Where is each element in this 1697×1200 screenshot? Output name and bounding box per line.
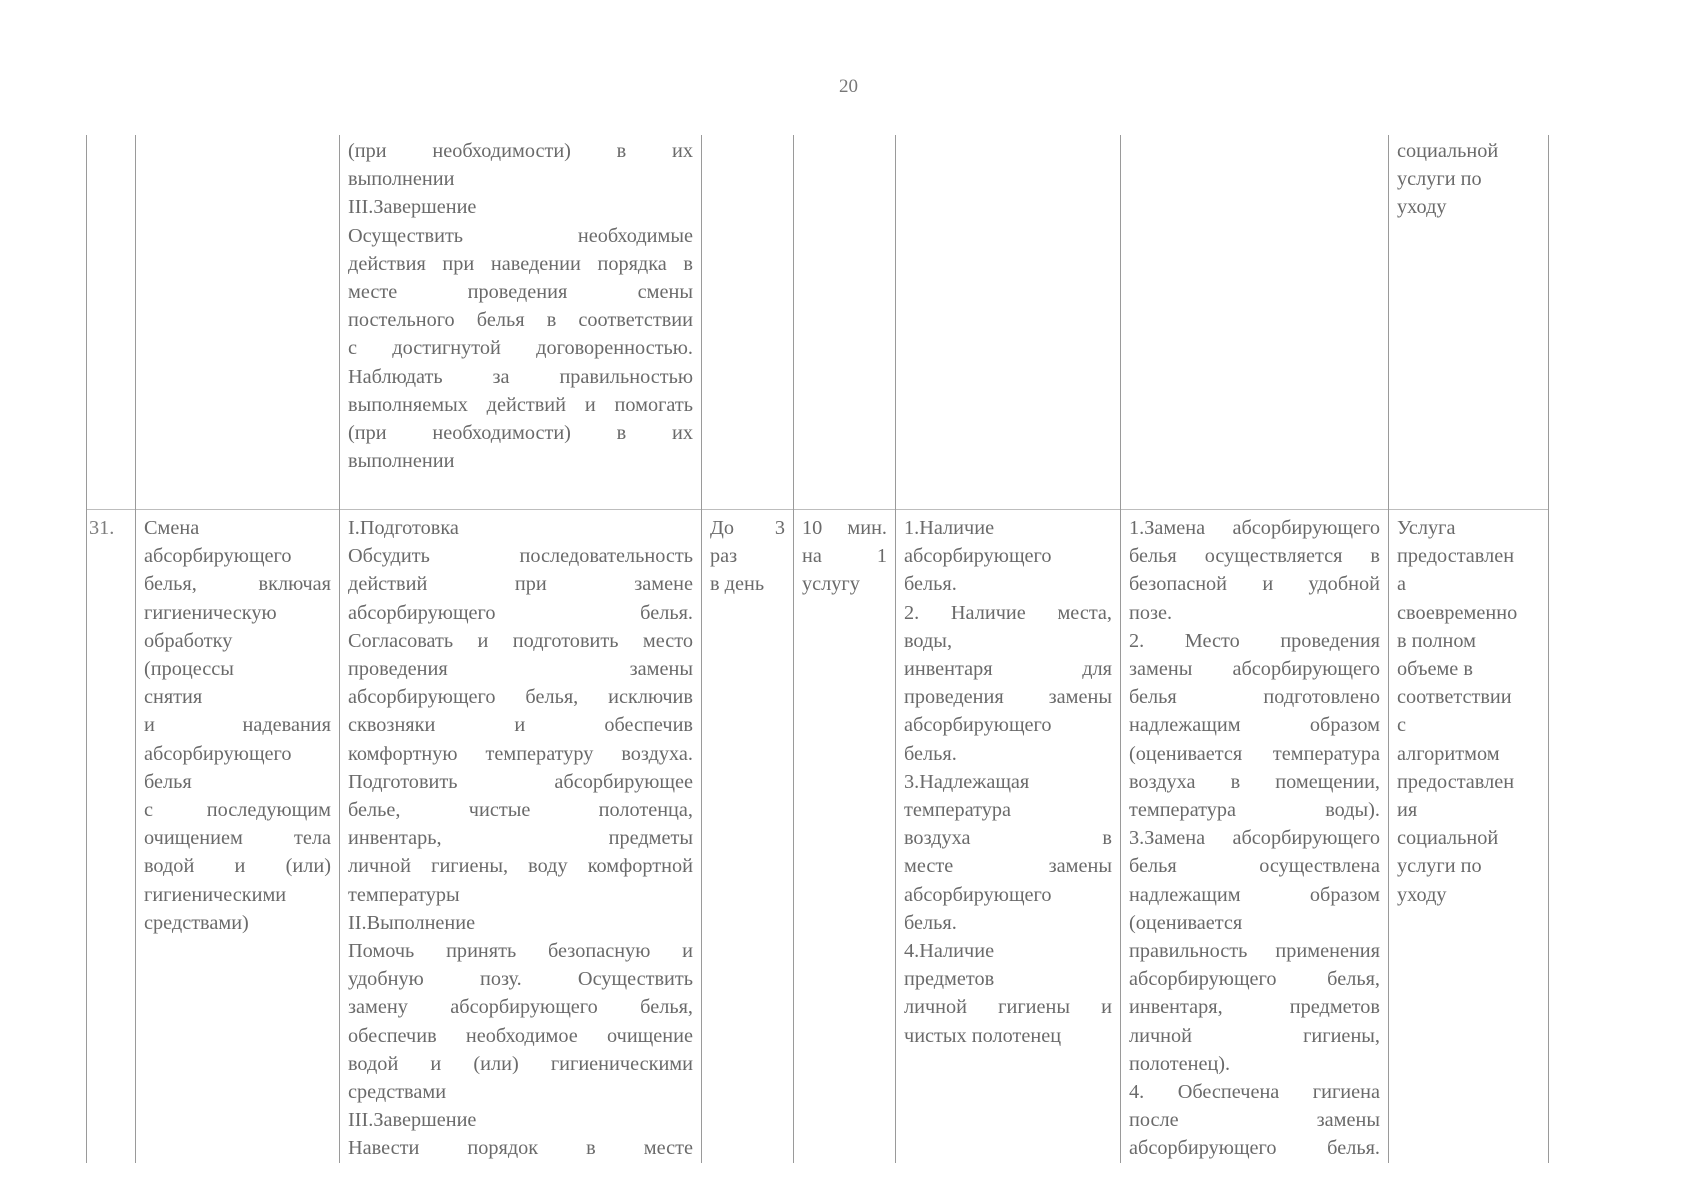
- text-line: абсорбирующего: [904, 883, 1052, 906]
- text-line: услуги по: [1397, 168, 1482, 191]
- text-line: средствами: [348, 1081, 447, 1104]
- text-line: позе.: [1129, 601, 1173, 624]
- duration-cell: [794, 510, 896, 1163]
- text-line: снятия: [144, 686, 203, 709]
- text-line: До 3: [710, 517, 785, 539]
- frequency-cell: [702, 510, 794, 1163]
- result-cell: [1389, 510, 1549, 1163]
- text-line: с достигнутой договоренностью.: [348, 337, 693, 360]
- service-description-cell: [340, 135, 702, 510]
- text-line: белье, чистые полотенца,: [348, 799, 693, 822]
- text-line: белья.: [904, 742, 957, 765]
- text-line: Помочь принять безопасную и: [348, 940, 693, 963]
- text-line: своевременно: [1397, 601, 1518, 624]
- text-line: уходу: [1397, 883, 1447, 906]
- text-line: I.Подготовка: [348, 517, 459, 539]
- row-number-cell: 31.: [87, 510, 136, 1163]
- text-line: обработку: [144, 629, 233, 652]
- text-line: инвентаря для: [904, 658, 1112, 681]
- text-line: ия: [1397, 799, 1418, 822]
- duration-cell: [794, 135, 896, 510]
- text-line: действия при наведении порядка в: [348, 252, 693, 275]
- text-line: на 1: [802, 545, 887, 568]
- frequency-cell: [702, 135, 794, 510]
- text-line: Навести порядок в месте: [348, 1137, 693, 1160]
- text-line: воды,: [904, 629, 953, 652]
- text-line: действий при замене: [348, 573, 693, 596]
- text-line: уходу: [1397, 196, 1447, 219]
- text-line: проведения замены: [904, 686, 1112, 709]
- row-number-cell: [87, 135, 136, 510]
- text-line: температура: [904, 799, 1012, 822]
- text-line: постельного белья в соответствии: [348, 309, 693, 332]
- evaluation-cell: [1121, 510, 1389, 1163]
- text-line: (при необходимости) в их: [348, 140, 693, 162]
- text-line: абсорбирующего: [144, 545, 292, 568]
- text-line: с: [1397, 714, 1407, 737]
- text-line: абсорбирующего: [904, 714, 1052, 737]
- text-line: замену абсорбирующего белья,: [348, 996, 693, 1019]
- text-line: Согласовать и подготовить место: [348, 629, 693, 652]
- text-line: в день: [710, 573, 765, 596]
- quality-indicators-cell: [896, 135, 1121, 510]
- text-line: абсорбирующего белья, исключив: [348, 686, 693, 709]
- text-line: Обсудить последовательность: [348, 545, 693, 568]
- text-line: комфортную температуру воздуха.: [348, 742, 693, 765]
- text-line: а: [1397, 573, 1407, 596]
- text-line: абсорбирующего: [144, 742, 292, 765]
- text-line: замены абсорбирующего: [1129, 658, 1380, 681]
- text-line: удобную позу. Осуществить: [348, 968, 693, 991]
- text-line: водой и (или): [144, 855, 331, 878]
- text-line: объеме в: [1397, 658, 1473, 681]
- text-line: безопасной и удобной: [1129, 573, 1380, 596]
- text-line: соответствии: [1397, 686, 1512, 709]
- services-table: [86, 135, 1549, 1163]
- text-line: сквозняки и обеспечив: [348, 714, 693, 737]
- text-line: 3.Надлежащая: [904, 770, 1030, 793]
- text-line: услугу: [802, 573, 860, 596]
- text-line: выполнении: [348, 450, 455, 473]
- text-line: абсорбирующего белья.: [1129, 1137, 1380, 1160]
- text-line: проведения замены: [348, 658, 693, 681]
- text-line: предоставлен: [1397, 770, 1515, 793]
- text-line: раз: [710, 545, 738, 568]
- text-line: месте замены: [904, 855, 1112, 878]
- text-line: III.Завершение: [348, 196, 477, 219]
- text-line: инвентарь, предметы: [348, 827, 693, 850]
- text-line: III.Завершение: [348, 1109, 477, 1132]
- text-line: правильность применения: [1129, 940, 1380, 963]
- text-line: (процессы: [144, 658, 234, 681]
- text-line: личной гигиены и: [904, 996, 1112, 1019]
- text-line: средствами): [144, 911, 249, 934]
- text-line: белья осуществляется в: [1129, 545, 1380, 568]
- text-line: социальной: [1397, 140, 1499, 162]
- text-line: с последующим: [144, 799, 331, 822]
- text-line: выполняемых действий и помогать: [348, 393, 693, 416]
- text-line: 4.Наличие: [904, 940, 995, 963]
- text-line: Услуга: [1397, 517, 1456, 539]
- table-row: [87, 135, 1549, 510]
- text-line: социальной: [1397, 827, 1499, 850]
- result-cell: [1389, 135, 1549, 510]
- text-line: белья подготовлено: [1129, 686, 1380, 709]
- text-line: гигиеническую: [144, 601, 277, 624]
- text-line: Подготовить абсорбирующее: [348, 770, 693, 793]
- text-line: обеспечив необходимое очищение: [348, 1024, 693, 1047]
- text-line: белья.: [904, 573, 957, 596]
- text-line: (оценивается температура: [1129, 742, 1380, 765]
- text-line: месте проведения смены: [348, 281, 693, 304]
- text-line: гигиеническими: [144, 883, 287, 906]
- text-line: 10 мин.: [802, 517, 887, 539]
- text-line: белья, включая: [144, 573, 331, 596]
- text-line: 3.Замена абсорбирующего: [1129, 827, 1380, 850]
- text-line: водой и (или) гигиеническими: [348, 1052, 693, 1075]
- text-line: воздуха в: [904, 827, 1112, 850]
- text-line: предоставлен: [1397, 545, 1515, 568]
- evaluation-cell: [1121, 135, 1389, 510]
- text-line: II.Выполнение: [348, 911, 476, 934]
- text-line: очищением тела: [144, 827, 331, 850]
- text-line: 1.Замена абсорбирующего: [1129, 517, 1380, 539]
- text-line: и надевания: [144, 714, 331, 737]
- text-line: надлежащим образом: [1129, 714, 1380, 737]
- text-line: (при необходимости) в их: [348, 422, 693, 445]
- text-line: Осуществить необходимые: [348, 224, 693, 247]
- service-description-cell: [340, 510, 702, 1163]
- text-line: белья осуществлена: [1129, 855, 1380, 878]
- text-line: абсорбирующего: [904, 545, 1052, 568]
- text-line: 2. Место проведения: [1129, 629, 1380, 652]
- text-line: 4. Обеспечена гигиена: [1129, 1081, 1380, 1104]
- text-line: белья.: [904, 911, 957, 934]
- text-line: выполнении: [348, 168, 455, 191]
- text-line: температура воды).: [1129, 799, 1380, 822]
- text-line: 1.Наличие: [904, 517, 995, 539]
- text-line: воздуха в помещении,: [1129, 770, 1380, 793]
- text-line: полотенец).: [1129, 1052, 1231, 1075]
- table-row: [87, 510, 1549, 1163]
- service-name-cell: [136, 135, 340, 510]
- text-line: чистых полотенец: [904, 1024, 1062, 1047]
- text-line: в полном: [1397, 629, 1476, 652]
- text-line: Наблюдать за правильностью: [348, 365, 693, 388]
- text-line: личной гигиены,: [1129, 1024, 1380, 1047]
- service-name-cell: [136, 510, 340, 1163]
- quality-indicators-cell: [896, 510, 1121, 1163]
- text-line: предметов: [904, 968, 995, 991]
- text-line: температуры: [348, 883, 460, 906]
- text-line: инвентаря, предметов: [1129, 996, 1380, 1019]
- text-line: белья: [144, 770, 192, 793]
- text-line: надлежащим образом: [1129, 883, 1380, 906]
- text-line: услуги по: [1397, 855, 1482, 878]
- text-line: после замены: [1129, 1109, 1380, 1132]
- text-line: абсорбирующего белья,: [1129, 968, 1380, 991]
- text-line: алгоритмом: [1397, 742, 1500, 765]
- text-line: личной гигиены, воду комфортной: [348, 855, 693, 878]
- text-line: абсорбирующего белья.: [348, 601, 693, 624]
- text-line: Смена: [144, 517, 200, 539]
- page-number: 20: [839, 76, 858, 97]
- text-line: (оценивается: [1129, 911, 1243, 934]
- text-line: 2. Наличие места,: [904, 601, 1112, 624]
